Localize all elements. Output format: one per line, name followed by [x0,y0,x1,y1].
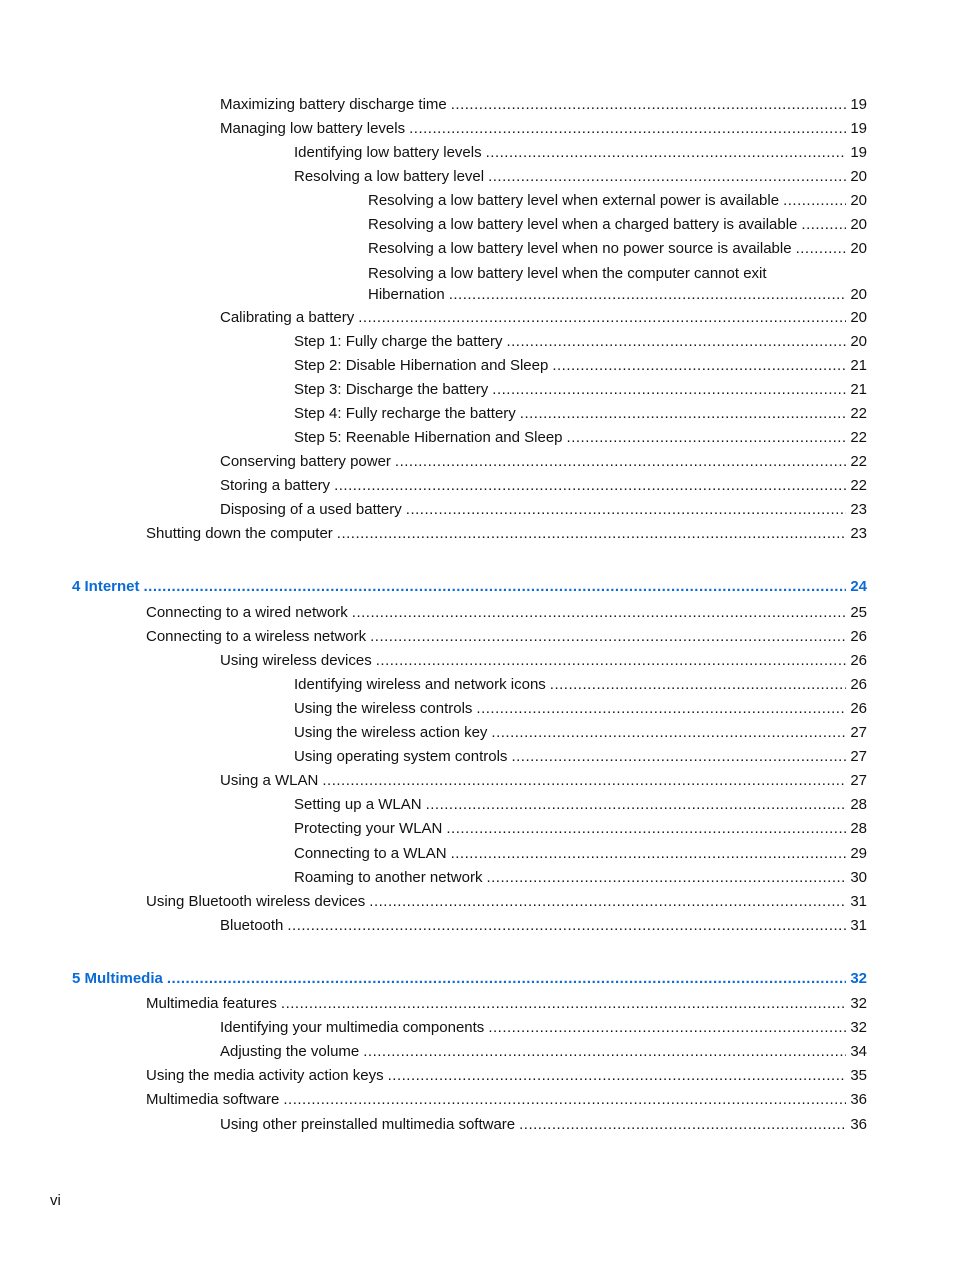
toc-entry-page: 36 [850,1116,867,1133]
dot-leader [370,627,846,647]
toc-entry[interactable] [220,1018,867,1038]
toc-entry-page: 30 [850,869,867,886]
toc-entry-title: Identifying your multimedia components [220,1019,485,1036]
toc-entry-page: 27 [850,724,867,741]
toc-entry[interactable] [294,143,867,163]
toc-entry[interactable] [146,892,867,912]
toc-entry[interactable] [220,452,867,472]
toc-entry-page: 21 [850,357,867,374]
toc-entry-title: Using a WLAN [220,772,319,789]
toc-entry-title: Step 4: Fully recharge the battery [294,405,516,422]
toc-entry[interactable] [220,500,867,520]
chapter-title: 4 Internet [72,578,140,595]
toc-entry-title: Storing a battery [220,477,331,494]
toc-entry-page: 19 [850,96,867,113]
dot-leader [322,771,846,791]
toc-entry-page: 31 [850,893,867,910]
toc-entry[interactable] [146,1090,867,1110]
toc-entry-title: Protecting your WLAN [294,820,443,837]
toc-entry[interactable] [220,119,867,139]
toc-entry-page: 26 [850,700,867,717]
toc-entry-page: 34 [850,1043,867,1060]
toc-entry[interactable] [294,747,867,767]
toc-entry-title: Resolving a low battery level when external power is available [368,192,780,209]
toc-entry[interactable] [294,675,867,695]
toc-entry-page: 22 [850,477,867,494]
dot-leader [451,95,847,115]
toc-entry-title: Using operating system controls [294,748,508,765]
toc-entry[interactable] [146,994,867,1014]
toc-entry-page: 31 [850,917,867,934]
toc-entry-title: Using other preinstalled multimedia software [220,1116,516,1133]
toc-entry[interactable] [220,476,867,496]
dot-leader [426,795,847,815]
dot-leader [287,916,846,936]
toc-entry-title: Connecting to a WLAN [294,845,447,862]
toc-entry-page: 32 [850,1019,867,1036]
toc-entry[interactable] [220,308,867,328]
dot-leader [376,651,847,671]
dot-leader [337,524,847,544]
dot-leader [476,699,846,719]
page-number: vi [50,1192,61,1209]
toc-chapter-internet[interactable] [72,577,867,597]
chapter-page: 24 [850,578,867,595]
toc-entry[interactable] [368,263,867,305]
chapter-page: 32 [850,970,867,987]
toc-entry-page: 19 [850,144,867,161]
dot-leader [511,747,846,767]
toc-entry[interactable] [368,215,867,235]
toc-entry-page: 22 [850,453,867,470]
toc-entry[interactable] [294,167,867,187]
toc-entry-page: 20 [850,216,867,233]
toc-entry-title: Disposing of a used battery [220,501,402,518]
toc-entry-title: Using wireless devices [220,652,372,669]
dot-leader [550,675,847,695]
toc-entry[interactable] [294,699,867,719]
toc-entry-title: Shutting down the computer [146,525,333,542]
dot-leader [486,868,846,888]
dot-leader [801,215,846,235]
dot-leader [388,1066,847,1086]
toc-entry-page: 27 [850,772,867,789]
dot-leader [334,476,846,496]
dot-leader [283,1090,846,1110]
toc-entry-title: Maximizing battery discharge time [220,96,447,113]
toc-entry-page: 26 [850,676,867,693]
toc-entry-page: 36 [850,1091,867,1108]
toc-entry[interactable] [294,819,867,839]
toc-entry-page: 28 [850,820,867,837]
toc-entry-page: 22 [850,405,867,422]
dot-leader [488,167,846,187]
toc-entry-title: Multimedia features [146,995,277,1012]
toc-entry-title: Connecting to a wireless network [146,628,367,645]
toc-entry[interactable] [146,524,867,544]
toc-entry[interactable] [368,191,867,211]
dot-leader [491,723,846,743]
toc-entry-page: 22 [850,429,867,446]
toc-entry-page: 27 [850,748,867,765]
toc-entry-title: Using the wireless action key [294,724,488,741]
toc-entry-page: 23 [850,525,867,542]
toc-entry-title: Resolving a low battery level when no power source is available [368,240,792,257]
toc-entry[interactable] [146,1066,867,1086]
toc-entry-title: Identifying wireless and network icons [294,676,546,693]
toc-entry[interactable] [146,627,867,647]
toc-entry[interactable] [294,428,867,448]
dot-leader [167,969,846,989]
toc-entry-title: Resolving a low battery level [294,168,485,185]
dot-leader [552,356,846,376]
toc-entry-title: Step 3: Discharge the battery [294,381,489,398]
toc-entry-title: Resolving a low battery level when a charged battery is available [368,216,798,233]
dot-leader [358,308,846,328]
toc-entry-title-continued: Hibernation [368,286,445,303]
toc-entry[interactable] [220,916,867,936]
toc-entry-page: 20 [850,240,867,257]
toc-entry-title: Using the media activity action keys [146,1067,384,1084]
dot-leader [567,428,847,448]
toc-entry-page: 20 [850,333,867,350]
toc-entry-title: Managing low battery levels [220,120,406,137]
toc-entry-page: 21 [850,381,867,398]
toc-entry-page: 20 [850,192,867,209]
toc-entry[interactable] [294,868,867,888]
dot-leader [406,500,847,520]
toc-entry-title: Step 5: Reenable Hibernation and Sleep [294,429,563,446]
toc-entry[interactable] [368,239,867,259]
toc-entry[interactable] [220,651,867,671]
toc-entry[interactable] [220,1042,867,1062]
dot-leader [451,844,847,864]
toc-entry-title: Multimedia software [146,1091,280,1108]
toc-entry[interactable] [294,795,867,815]
toc-entry[interactable] [220,95,867,115]
toc-entry[interactable] [294,380,867,400]
toc-entry-page: 20 [850,309,867,326]
toc-entry-title: Using Bluetooth wireless devices [146,893,366,910]
toc-entry[interactable] [220,1115,867,1135]
dot-leader [519,1115,846,1135]
toc-entry-page: 19 [850,120,867,137]
toc-entry-title: Resolving a low battery level when the computer cannot exit [368,265,767,282]
toc-entry-page: 32 [850,995,867,1012]
toc-entry-page: 35 [850,1067,867,1084]
toc-entry[interactable] [294,404,867,424]
toc-entry[interactable] [146,603,867,623]
toc-entry-title: Step 2: Disable Hibernation and Sleep [294,357,549,374]
toc-entry-title: Using the wireless controls [294,700,473,717]
toc-entry-title: Setting up a WLAN [294,796,422,813]
dot-leader [796,239,847,259]
dot-leader [449,284,847,305]
toc-entry-title: Connecting to a wired network [146,604,348,621]
toc-entry-title: Adjusting the volume [220,1043,360,1060]
toc-entry-page: 29 [850,845,867,862]
toc-entry-title: Bluetooth [220,917,284,934]
toc-entry-page: 28 [850,796,867,813]
dot-leader [488,1018,846,1038]
toc-entry-page: 23 [850,501,867,518]
toc-entry-title: Conserving battery power [220,453,391,470]
dot-leader [281,994,846,1014]
dot-leader [520,404,847,424]
toc-entry-page: 26 [850,652,867,669]
dot-leader [144,577,847,597]
dot-leader [409,119,846,139]
toc-entry-page: 26 [850,628,867,645]
dot-leader [486,143,847,163]
dot-leader [395,452,846,472]
toc-entry-page: 20 [850,168,867,185]
toc-entry-page: 20 [850,286,867,303]
toc-entry-title: Step 1: Fully charge the battery [294,333,503,350]
toc-entry[interactable] [294,844,867,864]
toc-entry[interactable] [294,332,867,352]
toc-chapter-multimedia[interactable] [72,969,867,989]
toc-entry-title: Roaming to another network [294,869,483,886]
dot-leader [446,819,846,839]
dot-leader [352,603,847,623]
toc-entry-title: Identifying low battery levels [294,144,482,161]
chapter-title: 5 Multimedia [72,970,163,987]
dot-leader [506,332,846,352]
dot-leader [363,1042,846,1062]
toc-entry[interactable] [294,723,867,743]
dot-leader [492,380,846,400]
toc-entry-page: 25 [850,604,867,621]
dot-leader [369,892,846,912]
dot-leader [783,191,846,211]
toc-entry[interactable] [220,771,867,791]
toc-entry[interactable] [294,356,867,376]
toc-entry-title: Calibrating a battery [220,309,355,326]
